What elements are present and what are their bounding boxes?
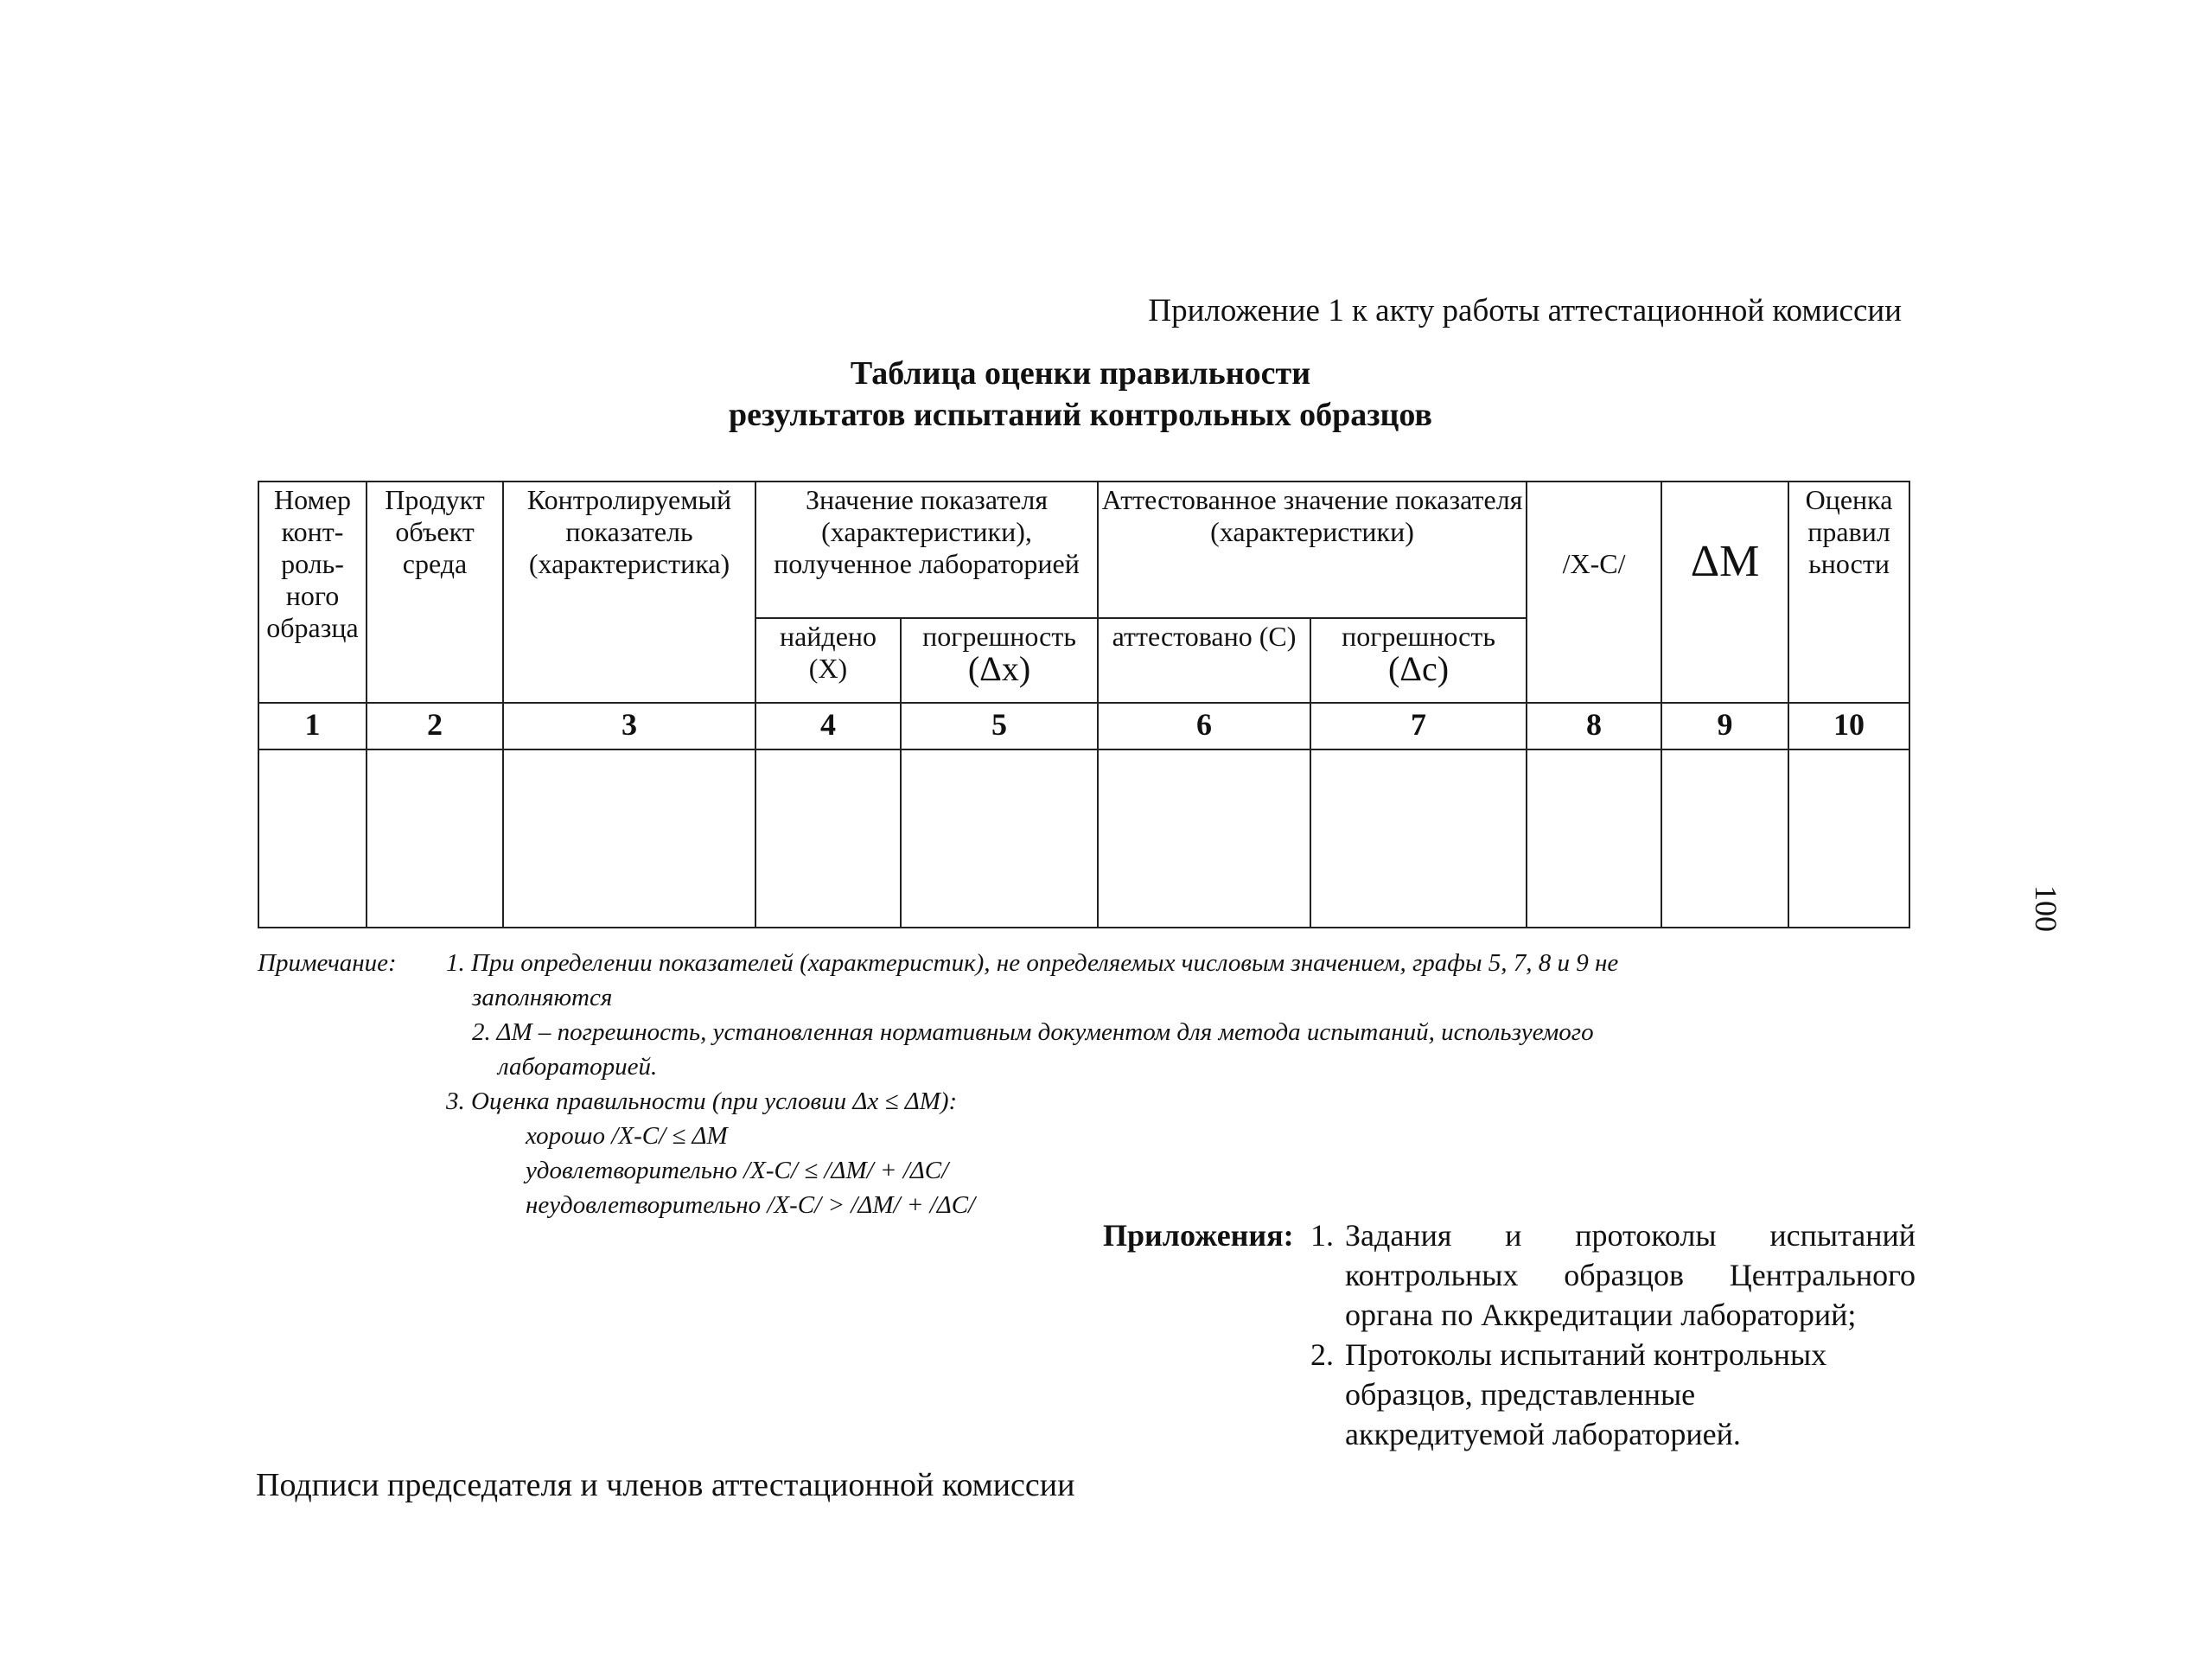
column-number: 3 bbox=[503, 703, 755, 749]
table-cell[interactable] bbox=[367, 749, 503, 928]
table-cell[interactable] bbox=[755, 749, 901, 928]
column-number: 7 bbox=[1310, 703, 1527, 749]
header-error-x-symbol: (Δx) bbox=[967, 649, 1031, 688]
table-cell[interactable] bbox=[258, 749, 367, 928]
header-sample-number: Номер конт-роль-ного образца bbox=[258, 482, 367, 703]
table-title-line-2: результатов испытаний контрольных образцов bbox=[729, 397, 1432, 433]
note-2-continuation-text: лабораторией. bbox=[498, 1053, 658, 1081]
note-3: 3. Оценка правильности (при условии Δx ≤ ΔM): bbox=[446, 1087, 958, 1115]
table-cell[interactable] bbox=[1661, 749, 1788, 928]
attachment-line: Протоколы испытаний контрольных bbox=[1345, 1337, 1827, 1372]
header-error-x-label: погрешность bbox=[922, 621, 1076, 652]
appendix-heading: Приложение 1 к акту работы аттестационной комиссии bbox=[1148, 293, 1902, 328]
evaluation-table bbox=[258, 481, 1910, 928]
note-3-unsatisfactory: неудовлетворительно /X-C/ > /ΔM/ + /ΔC/ bbox=[526, 1191, 976, 1219]
attachments-label: Приложения: bbox=[1103, 1218, 1294, 1253]
note-3-satisfactory: удовлетворительно /X-C/ ≤ /ΔM/ + /ΔC/ bbox=[526, 1157, 949, 1184]
table-cell[interactable] bbox=[503, 749, 755, 928]
attachment-line: контрольных образцов Центрального bbox=[1345, 1258, 1916, 1292]
header-lab-value-group: Значение показателя (характеристики), полученное лабораторией bbox=[755, 482, 1098, 618]
table-cell[interactable] bbox=[1788, 749, 1909, 928]
note-2-continuation bbox=[258, 1049, 1910, 1084]
note-2: 2. ΔM – погрешность, установленная нормативным документом для метода испытаний, используемого bbox=[472, 1018, 1594, 1046]
notes bbox=[258, 946, 1910, 1222]
table-title bbox=[519, 353, 1642, 436]
header-indicator: Контролируемый показатель (характеристика) bbox=[503, 482, 755, 703]
attachment-line: образцов, представленные bbox=[1345, 1377, 1696, 1412]
header-x-minus-c: /X-C/ bbox=[1527, 482, 1661, 703]
note-3-good: хорошо /X-C/ ≤ ΔM bbox=[526, 1122, 728, 1150]
header-certified-value-group: Аттестованное значение показателя (характеристики) bbox=[1098, 482, 1527, 618]
column-number: 4 bbox=[755, 703, 901, 749]
column-number-row bbox=[258, 703, 1909, 749]
attachment-line: органа по Аккредитации лабораторий; bbox=[1345, 1298, 1857, 1332]
table-cell[interactable] bbox=[1310, 749, 1527, 928]
notes-label: Примечание: bbox=[258, 949, 397, 977]
header-delta-m bbox=[1661, 482, 1788, 703]
attachments bbox=[1103, 1215, 1916, 1454]
delta-m-symbol: ΔM bbox=[1690, 537, 1760, 586]
signatures-line: Подписи председателя и членов аттестационной комиссии bbox=[256, 1467, 1075, 1503]
table-cell[interactable] bbox=[901, 749, 1098, 928]
page-number: 100 bbox=[2029, 885, 2063, 932]
header-found-x: найдено (X) bbox=[755, 618, 901, 703]
column-number: 6 bbox=[1098, 703, 1310, 749]
attachment-item bbox=[1310, 1335, 1916, 1454]
column-number: 5 bbox=[901, 703, 1098, 749]
attachment-number: 1. bbox=[1310, 1218, 1334, 1253]
attachment-item bbox=[1310, 1215, 1916, 1335]
table-row bbox=[258, 749, 1909, 928]
column-number: 10 bbox=[1788, 703, 1909, 749]
attachment-line: Задания и протоколы испытаний bbox=[1345, 1218, 1916, 1253]
header-error-c bbox=[1310, 618, 1527, 703]
header-certified-c: аттестовано (C) bbox=[1098, 618, 1310, 703]
header-error-c-label: погрешность bbox=[1342, 621, 1495, 652]
note-1-text: 1. При определении показателей (характеристик), не определяемых числовым значением, графы 5, 7, 8 и 9 не bbox=[446, 949, 1619, 977]
column-number: 8 bbox=[1527, 703, 1661, 749]
table-header-row bbox=[258, 482, 1909, 618]
column-number: 9 bbox=[1661, 703, 1788, 749]
note-1-continuation: заполняются bbox=[472, 984, 613, 1011]
note-1 bbox=[258, 946, 1910, 980]
header-correctness: Оценка правил ьности bbox=[1788, 482, 1909, 703]
table-title-line-1: Таблица оценки правильности bbox=[850, 355, 1311, 392]
header-error-x bbox=[901, 618, 1098, 703]
column-number: 1 bbox=[258, 703, 367, 749]
header-product: Продукт объект среда bbox=[367, 482, 503, 703]
table-cell[interactable] bbox=[1098, 749, 1310, 928]
header-error-c-symbol: (Δc) bbox=[1387, 649, 1450, 688]
attachment-line: аккредитуемой лабораторией. bbox=[1345, 1417, 1741, 1451]
attachment-number: 2. bbox=[1310, 1337, 1334, 1372]
table-cell[interactable] bbox=[1527, 749, 1661, 928]
column-number: 2 bbox=[367, 703, 503, 749]
